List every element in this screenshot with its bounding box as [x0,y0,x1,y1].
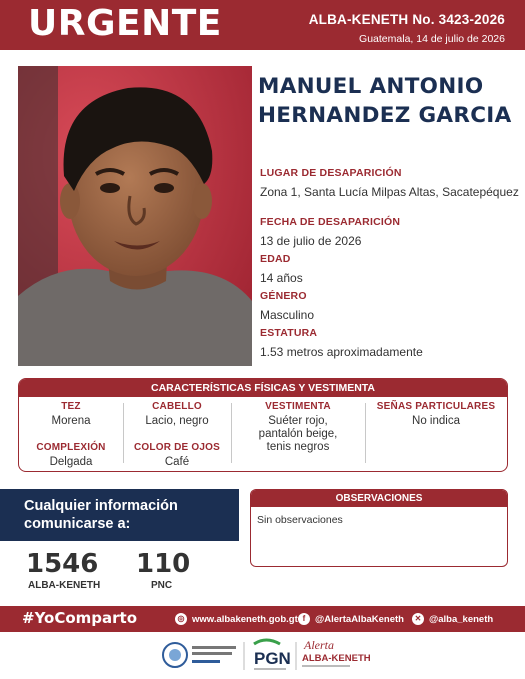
pgn-logo [254,640,291,670]
tez-column [19,401,123,469]
person-name [258,72,520,130]
contact-line-1: Cualquier información [24,498,178,514]
alert-date: Guatemala, 14 de julio de 2026 [359,33,505,45]
alerta-logo-line1: Alerta [304,638,334,652]
senas-column [365,401,507,428]
complexion-value: Delgada [49,456,93,468]
genero-section [260,290,314,322]
fecha-value: 13 de julio de 2026 [260,234,362,248]
name-line-1: MANUEL ANTONIO [258,74,484,99]
missing-person-photo [18,66,252,366]
cabello-value: Lacio, negro [145,415,209,427]
x-link[interactable] [412,613,493,625]
complexion-label: COMPLEXIÓN [36,442,106,453]
urgent-title: URGENTE [28,3,222,44]
estatura-label: ESTATURA [260,327,318,339]
lugar-section [260,167,519,199]
tez-label: TEZ [61,401,81,412]
genero-value: Masculino [260,308,315,322]
facebook-icon: f [298,613,310,625]
observaciones-text: Sin observaciones [257,514,343,526]
pgn-logo-text: PGN [254,649,291,668]
guatemala-seal-logo [163,643,236,667]
vestimenta-label: VESTIMENTA [265,401,331,412]
vestimenta-line-3: tenis negros [266,441,330,453]
hashtag: #YoComparto [22,609,138,627]
lugar-value: Zona 1, Santa Lucía Milpas Altas, Sacatepéquez [260,185,519,199]
logos-row [0,632,525,679]
characteristics-box [18,378,508,472]
lugar-label: LUGAR DE DESAPARICIÓN [260,167,402,179]
genero-label: GÉNERO [260,290,307,302]
header-bar [0,0,525,50]
name-line-2: HERNANDEZ GARCIA [258,103,512,128]
estatura-section [260,327,423,359]
phone-alba-keneth[interactable]: 1546 [26,549,99,579]
facebook-link[interactable] [298,613,404,625]
alert-number: ALBA-KENETH No. 3423-2026 [308,12,505,27]
estatura-value: 1.53 metros aproximadamente [260,345,423,359]
vestimenta-line-2: pantalón beige, [258,428,338,440]
alerta-alba-keneth-logo [302,638,371,667]
phone-pnc[interactable]: 110 [136,549,191,579]
footer-bar [0,606,525,632]
edad-label: EDAD [260,253,291,265]
observaciones-box [250,489,508,567]
tez-value: Morena [51,415,91,427]
website-text: www.albakeneth.gob.gt [192,613,298,625]
alerta-logo-line2: ALBA-KENETH [302,653,371,664]
cabello-column [123,401,231,469]
characteristics-title: CARACTERÍSTICAS FÍSICAS Y VESTIMENTA [19,379,507,397]
fecha-label: FECHA DE DESAPARICIÓN [260,216,401,228]
contact-line-2: comunicarse a: [24,516,131,532]
phone-alba-keneth-label: ALBA-KENETH [28,580,101,591]
edad-value: 14 años [260,271,303,285]
ojos-label: COLOR DE OJOS [134,442,220,453]
globe-icon: ◎ [175,613,187,625]
cabello-label: CABELLO [152,401,202,412]
ojos-value: Café [164,456,190,468]
website-link[interactable] [175,613,298,625]
vestimenta-line-1: Suéter rojo, [268,415,328,427]
observaciones-title: OBSERVACIONES [251,490,507,507]
vestimenta-column [231,401,365,454]
senas-value: No indica [412,415,460,427]
x-text: @alba_keneth [429,613,494,625]
facebook-text: @AlertaAlbaKeneth [315,613,404,625]
senas-label: SEÑAS PARTICULARES [376,401,496,412]
phone-pnc-label: PNC [151,580,173,591]
x-icon: ✕ [412,613,424,625]
contact-panel [0,489,239,541]
fecha-section [260,216,400,248]
edad-section [260,253,303,285]
